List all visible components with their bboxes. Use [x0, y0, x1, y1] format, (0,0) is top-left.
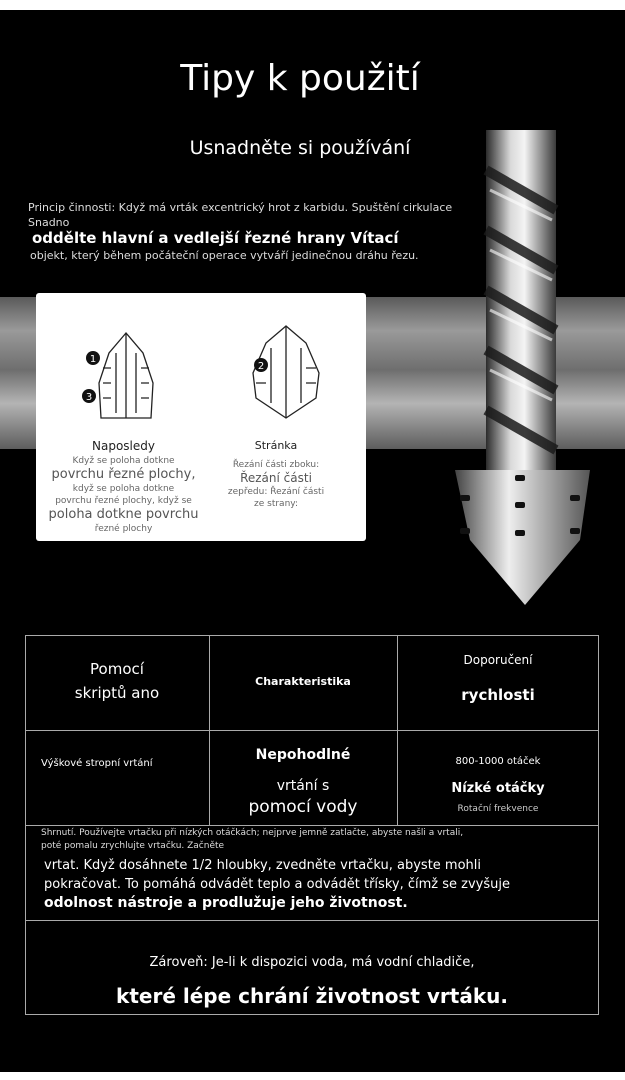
table-divider-3 — [25, 920, 599, 921]
desc-left-6: řezné plochy — [94, 524, 153, 534]
also-line-2: které lépe chrání životnost vrtáku. — [116, 984, 508, 1008]
drill-head-sketch-left — [81, 323, 171, 433]
header-cell-scripts — [25, 657, 209, 705]
row-drilling-with: vrtání s — [276, 778, 330, 794]
cutting-diagram-card — [36, 293, 366, 541]
row-inconvenient: Nepohodlné — [255, 747, 351, 763]
header-speed: rychlosti — [461, 686, 535, 704]
table-divider-1 — [25, 730, 599, 731]
poster — [0, 10, 625, 1072]
page-title: Tipy k použití — [180, 58, 420, 99]
desc-left-5: poloha dotkne povrchu — [48, 507, 199, 522]
drill-head-sketch-right — [241, 318, 331, 428]
principle-line-1: Princip činnosti: Když má vrták excentrický hrot z karbidu. Spuštění cirkulace — [28, 201, 453, 214]
desc-left-2: povrchu řezné plochy, — [51, 467, 196, 482]
usage-table — [25, 635, 599, 1015]
page-subtitle: Usnadněte si používání — [189, 137, 411, 159]
desc-right-3: zepředu: Řezání části — [227, 487, 325, 497]
summary-line-4: pokračovat. To pomáhá odvádět teplo a odvádět třísky, čímž se zvyšuje — [44, 877, 510, 892]
also-line-1: Zároveň: Je-li k dispozici voda, má vodní chladiče, — [149, 955, 475, 970]
summary-text — [41, 827, 591, 912]
summary-line-5: odolnost nástroje a prodlužuje jeho životnost. — [44, 895, 408, 911]
marker-2-label: 2 — [257, 361, 265, 372]
table-divider-2 — [25, 825, 599, 826]
row-with-water: pomocí vody — [248, 797, 358, 817]
marker-3-label: 3 — [85, 392, 93, 403]
desc-right-1: Řezání části zboku: — [232, 460, 320, 470]
header-scripts-line2: skriptů ano — [74, 684, 160, 702]
summary-line-1: Shrnutí. Používejte vrtačku při nízkých otáčkách; nejprve jemně zatlačte, abyste našli a vrtali, — [41, 828, 464, 838]
desc-right-2: Řezání části — [240, 471, 312, 485]
header-cell-characteristics: Charakteristika — [255, 675, 351, 688]
table-border-bottom — [25, 1014, 599, 1015]
desc-left-3: když se poloha dotkne — [72, 484, 175, 494]
principle-emphasis: oddělte hlavní a vedlejší řezné hrany Vítací — [32, 229, 399, 247]
caption-left: Naposledy — [92, 439, 155, 453]
caption-right: Stránka — [254, 439, 298, 452]
row-rotation-frequency: Rotační frekvence — [457, 804, 539, 814]
row-rpm-range: 800-1000 otáček — [455, 756, 541, 767]
header-recommendation: Doporučení — [463, 653, 533, 667]
header-scripts-line1: Pomocí — [90, 660, 144, 678]
desc-right-4: ze strany: — [254, 499, 298, 509]
principle-line-2: Snadno — [28, 216, 70, 229]
summary-line-2: poté pomalu zrychlujte vrtačku. Začněte — [41, 841, 225, 851]
description-right — [216, 459, 336, 510]
description-left — [36, 455, 211, 535]
row-low-rpm: Nízké otáčky — [451, 781, 545, 796]
desc-left-4: povrchu řezné plochy, když se — [55, 496, 192, 506]
table-border-top — [25, 635, 599, 636]
principle-line-4: objekt, který během počáteční operace vytváří jedinečnou dráhu řezu. — [30, 249, 419, 262]
principle-text — [28, 200, 458, 230]
marker-1-label: 1 — [89, 354, 97, 365]
row-ceiling-drilling: Výškové stropní vrtání — [41, 758, 153, 769]
summary-line-3: vrtat. Když dosáhnete 1/2 hloubky, zvedněte vrtačku, abyste mohli — [44, 858, 482, 873]
desc-left-1: Když se poloha dotkne — [72, 456, 175, 466]
